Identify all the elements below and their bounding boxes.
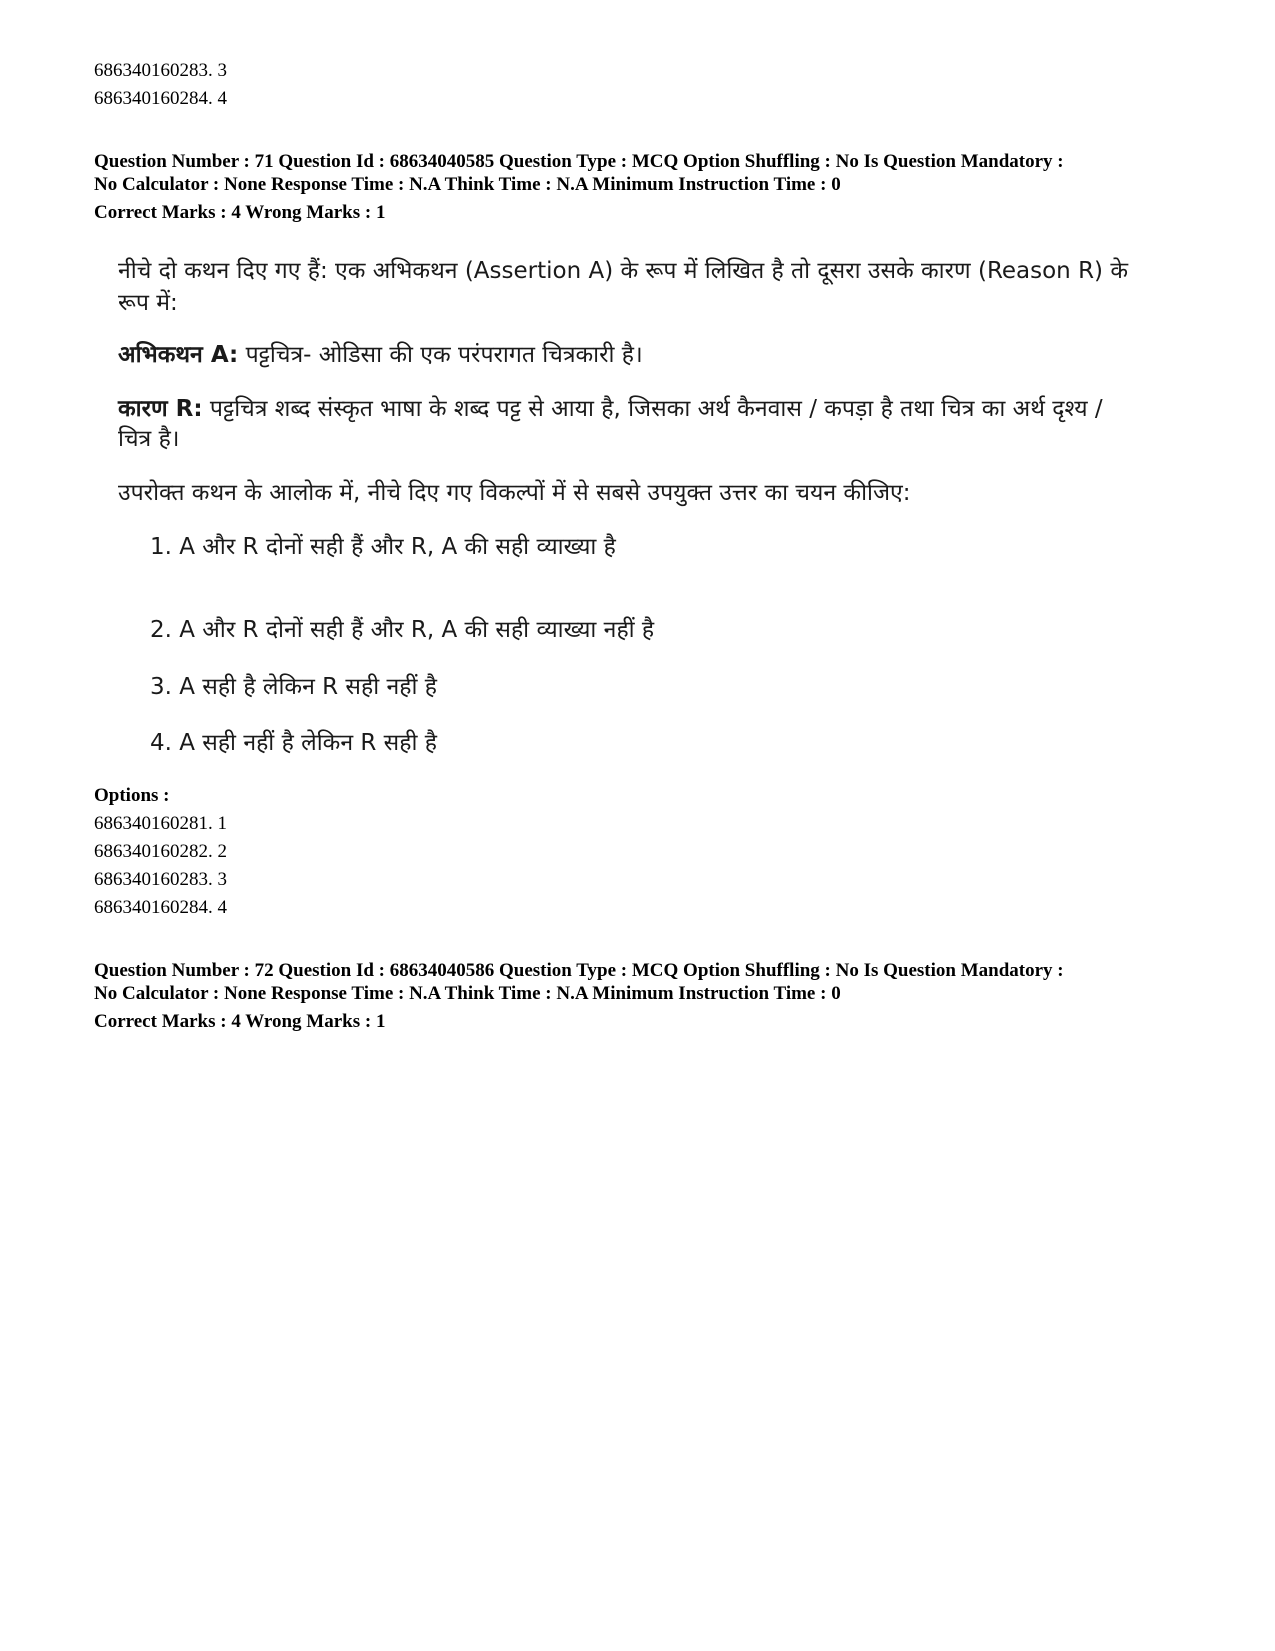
q71-choice-2: 2. A और R दोनों सही हैं और R, A की सही व्याख्या नहीं है bbox=[150, 617, 655, 643]
q71-marks: Correct Marks : 4 Wrong Marks : 1 bbox=[94, 202, 386, 223]
q72-marks: Correct Marks : 4 Wrong Marks : 1 bbox=[94, 1011, 386, 1032]
q71-option-1: 686340160281. 1 bbox=[94, 813, 227, 834]
q71-intro-line2: रूप में: bbox=[118, 290, 178, 316]
q71-reason-2 bbox=[118, 422, 180, 456]
q71-option-4: 686340160284. 4 bbox=[94, 897, 227, 918]
q71-assertion bbox=[118, 338, 643, 372]
q71-instruction bbox=[118, 476, 911, 510]
q71-intro bbox=[118, 254, 1128, 288]
prev-option-4: 686340160284. 4 bbox=[94, 88, 227, 109]
q71-option-2: 686340160282. 2 bbox=[94, 841, 227, 862]
q72-header-line2: No Calculator : None Response Time : N.A Think Time : N.A Minimum Instruction Time : 0 bbox=[94, 983, 841, 1004]
q71-intro-line1: नीचे दो कथन दिए गए हैं: एक अभिकथन (Assertion A) के रूप में लिखित है तो दूसरा उसके कारण (Reason R) के bbox=[118, 258, 1129, 284]
q71-choice-4: 4. A सही नहीं है लेकिन R सही है bbox=[150, 730, 437, 756]
q71-instruction-text: उपरोक्त कथन के आलोक में, नीचे दिए गए विकल्पों में से सबसे उपयुक्त उत्तर का चयन कीजिए: bbox=[118, 480, 911, 506]
q71-assertion-label: अभिकथन A: bbox=[118, 342, 239, 368]
q71-reason bbox=[118, 392, 1103, 426]
q71-intro-2 bbox=[118, 286, 178, 320]
q71-choice-1: 1. A और R दोनों सही हैं और R, A की सही व्याख्या है bbox=[150, 534, 616, 560]
q71-options-label: Options : bbox=[94, 785, 170, 806]
q71-option-3: 686340160283. 3 bbox=[94, 869, 227, 890]
q72-header-line1: Question Number : 72 Question Id : 68634040586 Question Type : MCQ Option Shuffling : No Is Question Mandatory : bbox=[94, 960, 1064, 981]
q71-assertion-text: पट्टचित्र- ओडिसा की एक परंपरागत चित्रकारी है। bbox=[238, 342, 643, 368]
q71-choice-3: 3. A सही है लेकिन R सही नहीं है bbox=[150, 674, 437, 700]
prev-option-3-text: 686340160283. 3 bbox=[94, 60, 227, 81]
q71-reason-label: कारण R: bbox=[118, 396, 203, 422]
q71-reason-text-line1: पट्टचित्र शब्द संस्कृत भाषा के शब्द पट्ट से आया है, जिसका अर्थ कैनवास / कपड़ा है तथा चित्र का अर्थ दृश्य / bbox=[202, 396, 1103, 422]
q71-header-line1: Question Number : 71 Question Id : 68634040585 Question Type : MCQ Option Shuffling : No Is Question Mandatory : bbox=[94, 151, 1064, 172]
q71-header-line2: No Calculator : None Response Time : N.A Think Time : N.A Minimum Instruction Time : 0 bbox=[94, 174, 841, 195]
q71-reason-text-line2: चित्र है। bbox=[118, 426, 180, 452]
